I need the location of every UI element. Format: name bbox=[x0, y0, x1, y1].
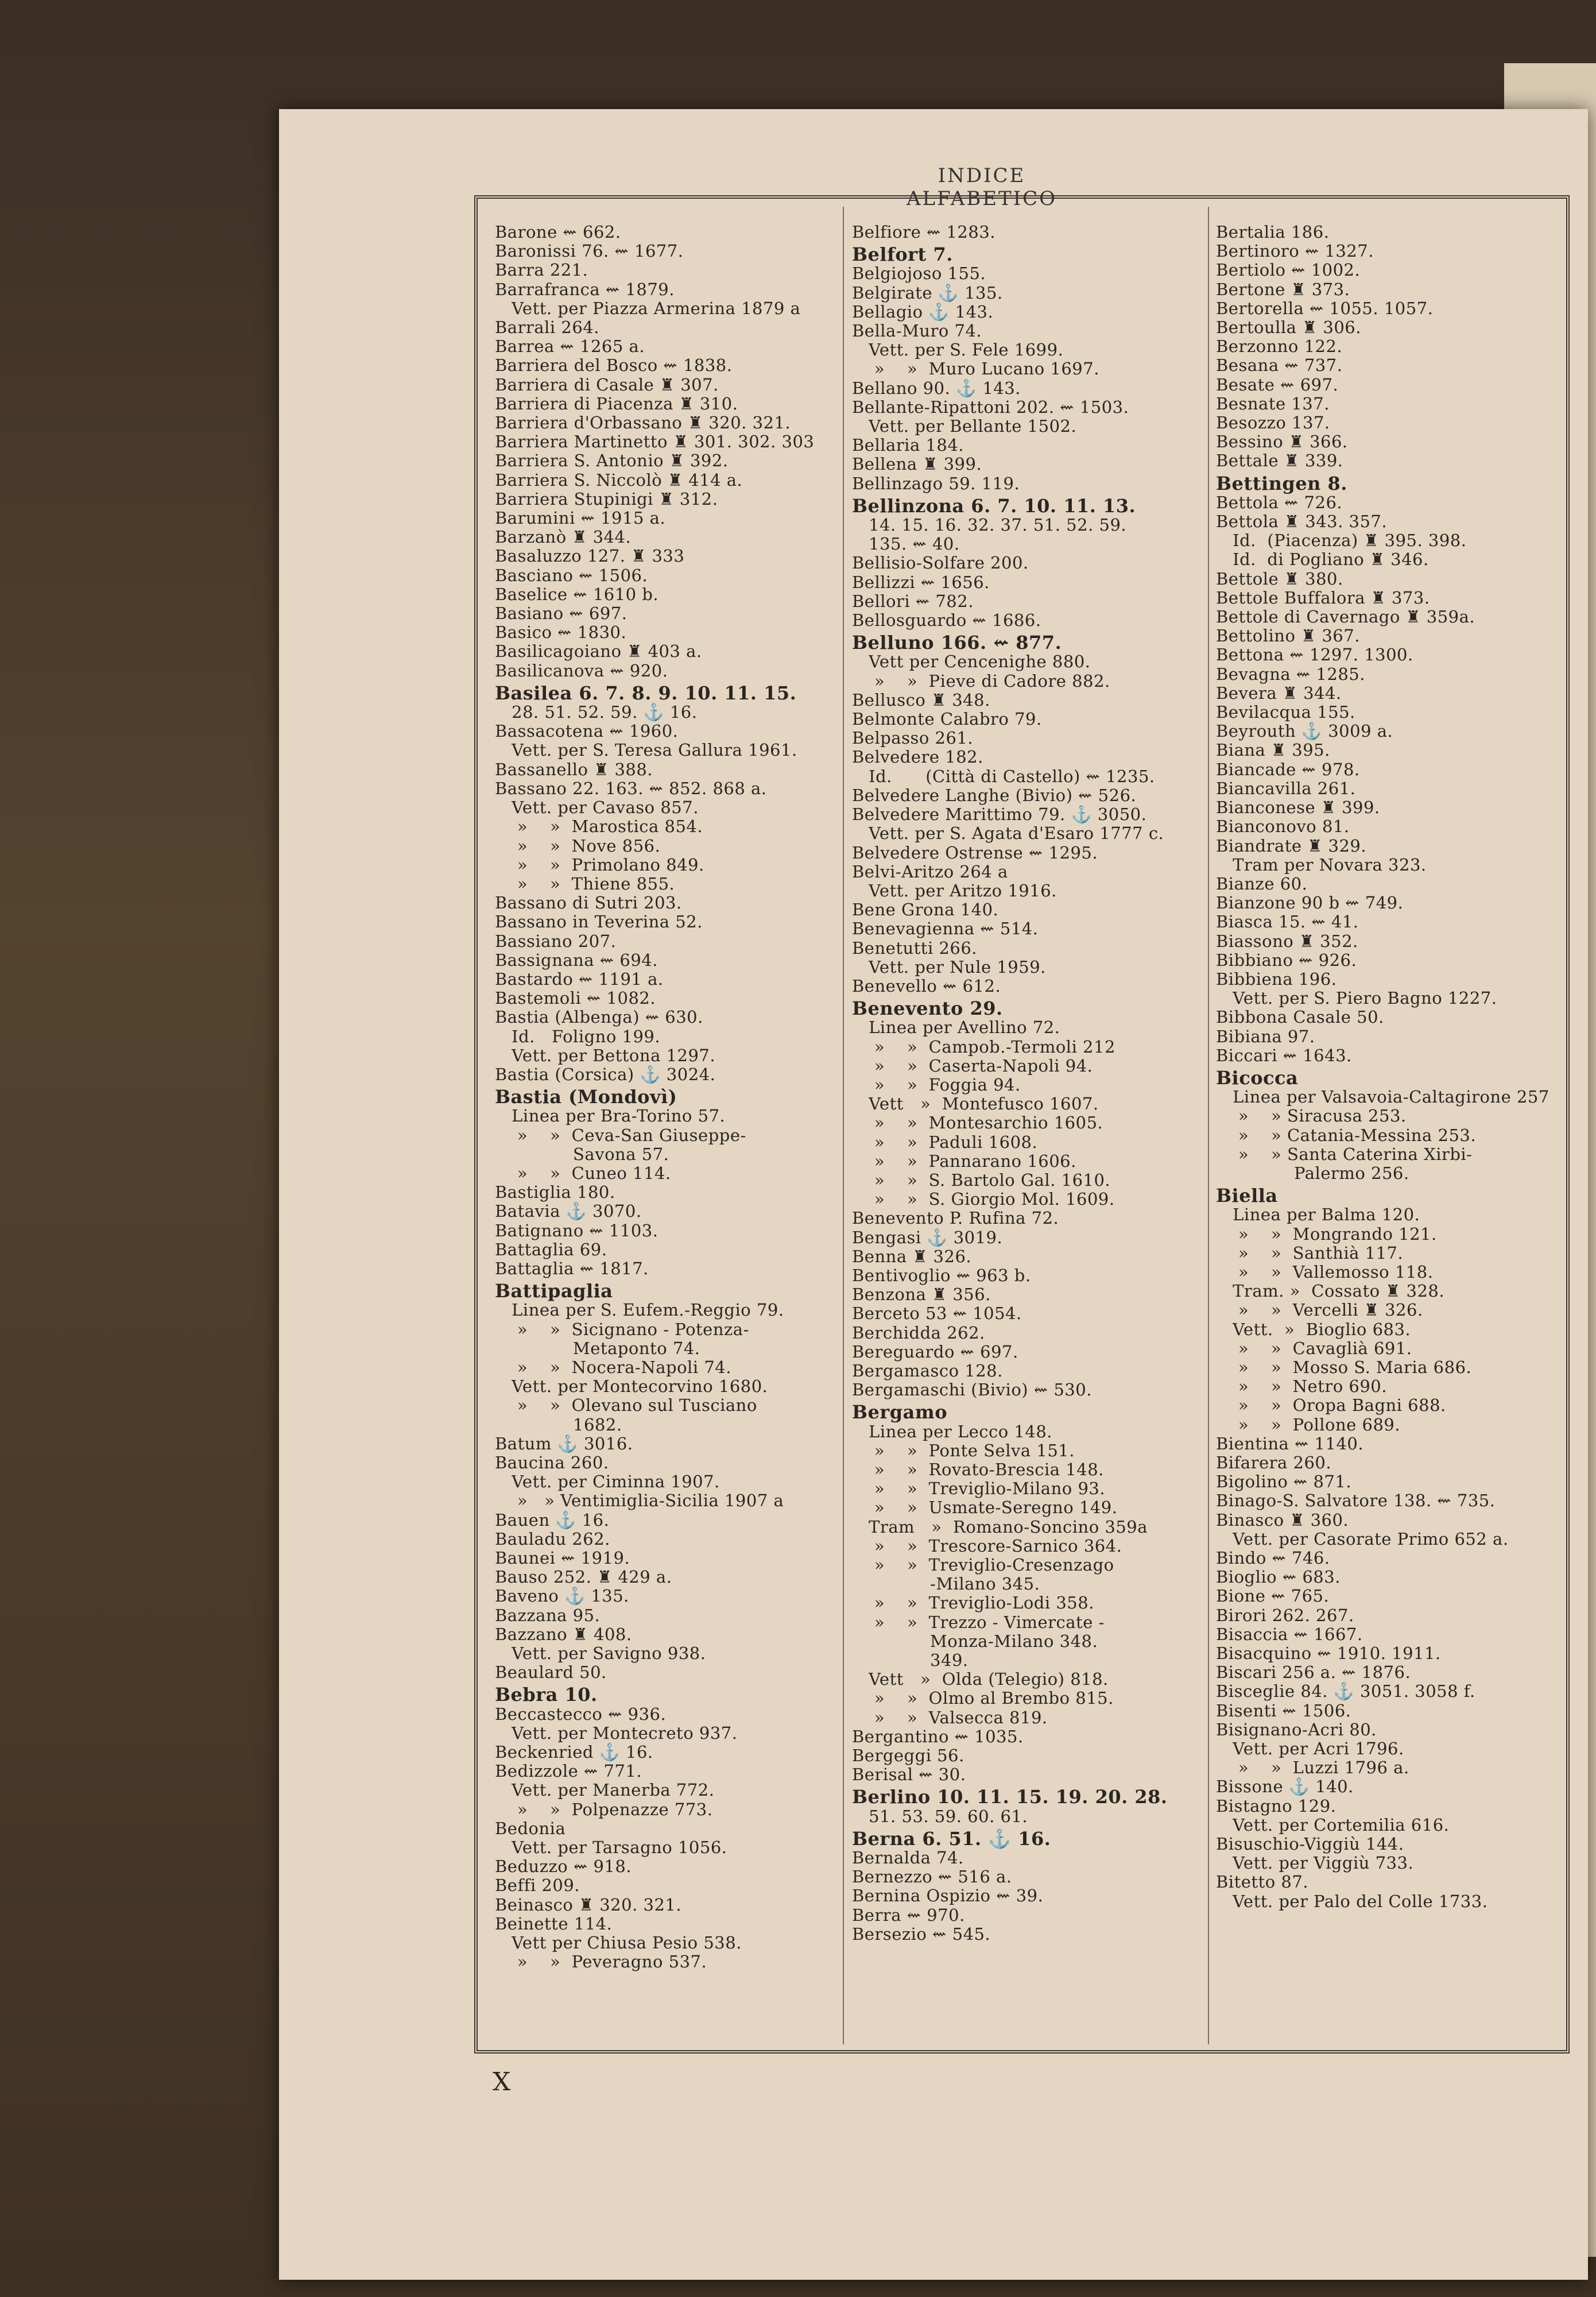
index-entry: -Milano 345. bbox=[852, 1574, 1040, 1594]
index-entry: » » Muro Lucano 1697. bbox=[852, 359, 1099, 379]
index-entry: Bibbona Casale 50. bbox=[1216, 1007, 1384, 1027]
index-entry: Bellusco ♜ 348. bbox=[852, 690, 990, 710]
index-entry: Baunei ⇜ 1919. bbox=[495, 1548, 630, 1568]
index-entry: Bazzana 95. bbox=[495, 1605, 601, 1625]
index-entry: Bianze 60. bbox=[1216, 873, 1308, 894]
index-entry: Belvedere Marittimo 79. ⚓ 3050. bbox=[852, 805, 1147, 825]
index-entry: Bastia (Corsica) ⚓ 3024. bbox=[495, 1064, 716, 1084]
index-entry: Binago-S. Salvatore 138. ⇜ 735. bbox=[1216, 1491, 1496, 1511]
index-entry: Binasco ♜ 360. bbox=[1216, 1510, 1349, 1530]
index-entry: Biasca 15. ⇜ 41. bbox=[1216, 912, 1359, 932]
index-entry: Barumini ⇜ 1915 a. bbox=[495, 508, 666, 528]
column-rule bbox=[843, 207, 844, 2044]
index-entry: Bassano di Sutri 203. bbox=[495, 893, 682, 913]
index-entry: Bedonia bbox=[495, 1818, 566, 1838]
running-head: INDICE ALFABETICO bbox=[906, 164, 1057, 210]
index-entry: Vett. per Montecorvino 1680. bbox=[495, 1376, 768, 1397]
index-entry: Bioglio ⇜ 683. bbox=[1216, 1567, 1341, 1587]
index-entry: Bicocca bbox=[1216, 1066, 1299, 1089]
index-entry: » » S. Giorgio Mol. 1609. bbox=[852, 1189, 1115, 1209]
index-entry: Bisenti ⇜ 1506. bbox=[1216, 1700, 1351, 1720]
index-entry: Berna 6. 51. ⚓ 16. bbox=[852, 1827, 1051, 1850]
index-entry: Bellinzona 6. 7. 10. 11. 13. bbox=[852, 494, 1136, 517]
index-entry: Bertoulla ♜ 306. bbox=[1216, 318, 1361, 338]
index-entry: Benevento 29. bbox=[852, 997, 1003, 1020]
index-entry: » » Trezzo - Vimercate - bbox=[852, 1612, 1105, 1632]
index-entry: Bassiano 207. bbox=[495, 931, 617, 951]
index-entry: Belluno 166. ⇜ 877. bbox=[852, 632, 1062, 654]
index-entry: Belvedere Ostrense ⇜ 1295. bbox=[852, 842, 1098, 863]
index-entry: » » Vallemosso 118. bbox=[1216, 1262, 1434, 1282]
index-entry: Beyrouth ⚓ 3009 a. bbox=[1216, 721, 1393, 741]
index-entry: Benetutti 266. bbox=[852, 938, 978, 958]
index-entry: » » Foggia 94. bbox=[852, 1074, 1021, 1095]
index-entry: Belfort 7. bbox=[852, 243, 953, 266]
index-entry: Barrea ⇜ 1265 a. bbox=[495, 337, 645, 357]
index-entry: Bibbiano ⇜ 926. bbox=[1216, 950, 1357, 970]
index-entry: Beckenried ⚓ 16. bbox=[495, 1742, 653, 1762]
index-entry: » » Olmo al Brembo 815. bbox=[852, 1688, 1114, 1708]
index-entry: » » Pieve di Cadore 882. bbox=[852, 671, 1110, 691]
index-entry: Beinette 114. bbox=[495, 1913, 613, 1933]
index-entry: Bistagno 129. bbox=[1216, 1796, 1337, 1816]
index-entry: Linea per Valsavoia-Caltagirone 257 bbox=[1216, 1087, 1549, 1107]
index-entry: Vett. per Aritzo 1916. bbox=[852, 880, 1057, 900]
index-entry: Barrafranca ⇜ 1879. bbox=[495, 279, 675, 299]
index-entry: Bergantino ⇜ 1035. bbox=[852, 1726, 1024, 1746]
index-entry: 135. ⇜ 40. bbox=[852, 534, 960, 554]
index-entry: Tram » Romano-Soncino 359a bbox=[852, 1517, 1148, 1537]
index-entry: » » Thiene 855. bbox=[495, 873, 675, 894]
index-entry: Bellisio-Solfare 200. bbox=[852, 553, 1029, 573]
index-column-2 bbox=[852, 223, 1201, 2043]
index-entry: Belvi-Aritzo 264 a bbox=[852, 861, 1008, 881]
index-entry: Berra ⇜ 970. bbox=[852, 1905, 965, 1925]
index-entry: Bettola ♜ 343. 357. bbox=[1216, 512, 1388, 532]
index-entry: Benevagienna ⇜ 514. bbox=[852, 919, 1039, 939]
index-entry: Vett. per Cavaso 857. bbox=[495, 798, 699, 818]
index-entry: Bisceglie 84. ⚓ 3051. 3058 f. bbox=[1216, 1681, 1475, 1702]
index-entry: Bassano 22. 163. ⇜ 852. 868 a. bbox=[495, 778, 767, 798]
index-entry: » » Luzzi 1796 a. bbox=[1216, 1758, 1409, 1778]
index-entry: Bassacotena ⇜ 1960. bbox=[495, 721, 679, 741]
index-entry: Bergamaschi (Bivio) ⇜ 530. bbox=[852, 1380, 1092, 1400]
index-entry: Vett per Chiusa Pesio 538. bbox=[495, 1933, 742, 1953]
index-entry: Bettona ⇜ 1297. 1300. bbox=[1216, 645, 1413, 665]
index-entry: Bione ⇜ 765. bbox=[1216, 1586, 1330, 1606]
index-entry: Vett. per Bettona 1297. bbox=[495, 1045, 716, 1065]
index-entry: » » Primolano 849. bbox=[495, 854, 704, 875]
index-entry: Bigolino ⇜ 871. bbox=[1216, 1472, 1352, 1492]
index-entry: Bellizzi ⇜ 1656. bbox=[852, 572, 990, 592]
index-entry: Biandrate ♜ 329. bbox=[1216, 836, 1367, 856]
index-entry: Vett. per Savigno 938. bbox=[495, 1644, 706, 1664]
index-entry: Biancade ⇜ 978. bbox=[1216, 759, 1360, 779]
index-entry: Berlino 10. 11. 15. 19. 20. 28. bbox=[852, 1786, 1168, 1808]
index-entry: » » Ceva-San Giuseppe- bbox=[495, 1125, 746, 1145]
index-entry: Vett. per S. Piero Bagno 1227. bbox=[1216, 988, 1497, 1008]
index-entry: » » Treviglio-Milano 93. bbox=[852, 1479, 1106, 1499]
index-entry: Biccari ⇜ 1643. bbox=[1216, 1045, 1352, 1065]
index-entry: Vett. per Ciminna 1907. bbox=[495, 1472, 720, 1492]
index-entry: Vett. per S. Teresa Gallura 1961. bbox=[495, 740, 797, 760]
index-entry: » » Santa Caterina Xirbi- bbox=[1216, 1144, 1473, 1164]
index-entry: » » Vercelli ♜ 326. bbox=[1216, 1300, 1423, 1320]
index-entry: Basico ⇜ 1830. bbox=[495, 622, 627, 643]
index-entry: Bifarera 260. bbox=[1216, 1453, 1332, 1472]
index-entry: Bedizzole ⇜ 771. bbox=[495, 1761, 642, 1781]
index-entry: Biella bbox=[1216, 1185, 1278, 1207]
index-entry: Bebra 10. bbox=[495, 1684, 598, 1706]
index-entry: Bettolino ♜ 367. bbox=[1216, 626, 1360, 646]
index-entry: Bitetto 87. bbox=[1216, 1872, 1309, 1892]
index-entry: Bisuschio-Viggiù 144. bbox=[1216, 1834, 1404, 1854]
index-entry: Bevilacqua 155. bbox=[1216, 702, 1355, 722]
index-entry: Bertinoro ⇜ 1327. bbox=[1216, 241, 1374, 261]
index-entry: Basilea 6. 7. 8. 9. 10. 11. 15. bbox=[495, 682, 797, 704]
index-entry: Barra 221. bbox=[495, 260, 588, 280]
index-entry: Bissone ⚓ 140. bbox=[1216, 1777, 1354, 1797]
index-entry: Bernina Ospizio ⇜ 39. bbox=[852, 1886, 1044, 1906]
index-entry: Basaluzzo 127. ♜ 333 bbox=[495, 546, 685, 566]
index-entry: Bersezio ⇜ 545. bbox=[852, 1924, 991, 1944]
index-entry: Bettola ⇜ 726. bbox=[1216, 492, 1343, 512]
index-entry: Biassono ♜ 352. bbox=[1216, 931, 1358, 951]
index-entry: Bettole ♜ 380. bbox=[1216, 569, 1343, 589]
index-entry: Bevera ♜ 344. bbox=[1216, 683, 1342, 703]
index-entry: Belgiojoso 155. bbox=[852, 264, 986, 284]
index-entry: » » Nocera-Napoli 74. bbox=[495, 1357, 731, 1377]
index-entry: » » Montesarchio 1605. bbox=[852, 1113, 1103, 1133]
index-entry: Basciano ⇜ 1506. bbox=[495, 565, 648, 585]
index-entry: Bellaria 184. bbox=[852, 435, 964, 455]
index-entry: Bisaccia ⇜ 1667. bbox=[1216, 1624, 1363, 1644]
index-entry: Biana ♜ 395. bbox=[1216, 740, 1330, 760]
column-rule bbox=[1208, 207, 1209, 2044]
index-entry: Vett » Montefusco 1607. bbox=[852, 1094, 1099, 1114]
index-entry: Baucina 260. bbox=[495, 1453, 609, 1472]
index-entry: Linea per Avellino 72. bbox=[852, 1018, 1060, 1038]
index-entry: Bindo ⇜ 746. bbox=[1216, 1548, 1330, 1568]
index-entry: Bisignano-Acri 80. bbox=[1216, 1719, 1377, 1739]
index-entry: Benzona ♜ 356. bbox=[852, 1285, 991, 1305]
index-entry: Vett. per Nule 1959. bbox=[852, 957, 1046, 977]
index-entry: » » Sicignano - Potenza- bbox=[495, 1319, 749, 1339]
index-entry: Vett. per Palo del Colle 1733. bbox=[1216, 1891, 1488, 1911]
index-entry: Vett » Olda (Telegio) 818. bbox=[852, 1669, 1109, 1689]
index-entry: » » Paduli 1608. bbox=[852, 1132, 1038, 1152]
index-entry: Beccastecco ⇜ 936. bbox=[495, 1704, 667, 1724]
index-entry: » » Campob.-Termoli 212 bbox=[852, 1037, 1115, 1057]
index-entry: Bianzone 90 b ⇜ 749. bbox=[1216, 893, 1404, 913]
index-entry: Bastardo ⇜ 1191 a. bbox=[495, 969, 664, 989]
index-entry: Bernezzo ⇜ 516 a. bbox=[852, 1867, 1012, 1887]
index-entry: Beduzzo ⇜ 918. bbox=[495, 1857, 632, 1877]
index-entry: » » Trescore-Sarnico 364. bbox=[852, 1536, 1122, 1556]
index-entry: Monza-Milano 348. bbox=[852, 1631, 1098, 1651]
index-entry: Bastiglia 180. bbox=[495, 1182, 615, 1202]
index-entry: » » Ponte Selva 151. bbox=[852, 1440, 1075, 1460]
index-entry: Tram per Novara 323. bbox=[1216, 854, 1427, 875]
index-entry: Id. di Pogliano ♜ 346. bbox=[1216, 550, 1429, 570]
index-entry: » » Siracusa 253. bbox=[1216, 1106, 1407, 1126]
index-entry: Bazzano ♜ 408. bbox=[495, 1624, 632, 1644]
index-entry: Id. (Città di Castello) ⇜ 1235. bbox=[852, 766, 1155, 786]
index-entry: Bertorella ⇜ 1055. 1057. bbox=[1216, 298, 1434, 318]
index-entry: Bellosguardo ⇜ 1686. bbox=[852, 610, 1041, 631]
index-entry: » » S. Bartolo Gal. 1610. bbox=[852, 1170, 1111, 1190]
index-entry: Linea per Lecco 148. bbox=[852, 1421, 1052, 1441]
index-entry: Barriera S. Niccolò ♜ 414 a. bbox=[495, 470, 743, 490]
index-entry: » » Rovato-Brescia 148. bbox=[852, 1460, 1104, 1479]
index-entry: » » Cavaglià 691. bbox=[1216, 1338, 1412, 1358]
index-entry: Bentivoglio ⇜ 963 b. bbox=[852, 1265, 1031, 1285]
index-entry: Bertalia 186. bbox=[1216, 223, 1330, 242]
index-entry: Bevagna ⇜ 1285. bbox=[1216, 664, 1365, 684]
index-entry: Bellena ♜ 399. bbox=[852, 454, 982, 474]
index-entry: Baronissi 76. ⇜ 1677. bbox=[495, 241, 684, 261]
index-entry: Barriera S. Antonio ♜ 392. bbox=[495, 451, 729, 471]
index-entry: » » Nove 856. bbox=[495, 836, 661, 856]
index-entry: Bastia (Mondovì) bbox=[495, 1086, 677, 1108]
index-entry: 349. bbox=[852, 1650, 969, 1670]
index-entry: Bergamo bbox=[852, 1401, 948, 1424]
index-entry: Bergamasco 128. bbox=[852, 1360, 1003, 1380]
index-entry: Bernalda 74. bbox=[852, 1848, 964, 1868]
index-entry: Bessino ♜ 366. bbox=[1216, 432, 1348, 452]
index-entry: Biancavilla 261. bbox=[1216, 778, 1356, 798]
index-entry: 28. 51. 52. 59. ⚓ 16. bbox=[495, 702, 698, 722]
index-entry: Barriera di Piacenza ♜ 310. bbox=[495, 393, 738, 413]
index-entry: Bettole di Cavernago ♜ 359a. bbox=[1216, 607, 1475, 627]
index-entry: Belvedere 182. bbox=[852, 747, 983, 767]
index-entry: Bergeggi 56. bbox=[852, 1746, 964, 1766]
index-entry: » » Pannarano 1606. bbox=[852, 1151, 1076, 1171]
index-entry: Id. (Piacenza) ♜ 395. 398. bbox=[1216, 531, 1467, 551]
index-entry: » » Oropa Bagni 688. bbox=[1216, 1395, 1446, 1416]
index-entry: » » Valsecca 819. bbox=[852, 1707, 1048, 1727]
index-entry: Vett. per Acri 1796. bbox=[1216, 1739, 1404, 1759]
index-entry: » » Treviglio-Lodi 358. bbox=[852, 1593, 1094, 1613]
index-entry: Belfiore ⇜ 1283. bbox=[852, 223, 995, 242]
index-entry: Vett. per Piazza Armerina 1879 a bbox=[495, 298, 801, 318]
index-entry: Batavia ⚓ 3070. bbox=[495, 1201, 642, 1221]
index-entry: Besate ⇜ 697. bbox=[1216, 374, 1339, 395]
index-entry: Belvedere Langhe (Bivio) ⇜ 526. bbox=[852, 785, 1137, 805]
index-entry: 51. 53. 59. 60. 61. bbox=[852, 1806, 1028, 1826]
index-entry: Vett. per S. Agata d'Esaro 1777 c. bbox=[852, 823, 1164, 844]
index-entry: » » Mongrando 121. bbox=[1216, 1224, 1437, 1244]
index-entry: Bassignana ⇜ 694. bbox=[495, 950, 658, 970]
index-entry: Bellori ⇜ 782. bbox=[852, 591, 974, 611]
index-entry: Bianconovo 81. bbox=[1216, 817, 1350, 837]
page-number: X bbox=[493, 2067, 511, 2097]
index-entry: Id. Foligno 199. bbox=[495, 1026, 661, 1046]
index-entry: Bassanello ♜ 388. bbox=[495, 759, 653, 779]
index-entry: Vett. per Tarsagno 1056. bbox=[495, 1838, 727, 1858]
index-entry: » » Santhià 117. bbox=[1216, 1243, 1404, 1263]
index-entry: Berzonno 122. bbox=[1216, 337, 1343, 357]
index-entry: Bauen ⚓ 16. bbox=[495, 1510, 610, 1530]
index-entry: Bertiolo ⇜ 1002. bbox=[1216, 260, 1361, 280]
index-entry: Bettale ♜ 339. bbox=[1216, 451, 1343, 471]
index-entry: Savona 57. bbox=[495, 1144, 669, 1164]
index-entry: Barriera Stupinigi ♜ 312. bbox=[495, 489, 718, 509]
index-entry: Palermo 256. bbox=[1216, 1163, 1409, 1183]
index-entry: Birori 262. 267. bbox=[1216, 1605, 1354, 1625]
index-entry: Vett. per Bellante 1502. bbox=[852, 416, 1077, 436]
index-entry: Vett. per Montecreto 937. bbox=[495, 1723, 738, 1743]
index-entry: Bellano 90. ⚓ 143. bbox=[852, 378, 1021, 398]
index-entry: Berceto 53 ⇜ 1054. bbox=[852, 1304, 1022, 1324]
index-entry: » » Cuneo 114. bbox=[495, 1163, 671, 1183]
index-entry: Linea per S. Eufem.-Reggio 79. bbox=[495, 1300, 784, 1320]
index-entry: Barriera del Bosco ⇜ 1838. bbox=[495, 355, 733, 376]
index-entry: » » Usmate-Seregno 149. bbox=[852, 1498, 1118, 1518]
index-entry: Besozzo 137. bbox=[1216, 413, 1330, 433]
index-entry: Vett per Cencenighe 880. bbox=[852, 652, 1091, 672]
index-entry: 14. 15. 16. 32. 37. 51. 52. 59. bbox=[852, 515, 1127, 535]
index-entry: Bereguardo ⇜ 697. bbox=[852, 1341, 1018, 1362]
index-entry: Berchidda 262. bbox=[852, 1322, 985, 1343]
index-entry: Bellinzago 59. 119. bbox=[852, 473, 1020, 493]
index-entry: Bauladu 262. bbox=[495, 1529, 610, 1549]
index-entry: Bella-Muro 74. bbox=[852, 321, 982, 341]
index-entry: Bellante-Ripattoni 202. ⇜ 1503. bbox=[852, 397, 1129, 417]
index-entry: Linea per Balma 120. bbox=[1216, 1205, 1420, 1225]
index-entry: Bettole Buffalora ♜ 373. bbox=[1216, 587, 1430, 608]
index-entry: Benevello ⇜ 612. bbox=[852, 976, 1001, 996]
index-entry: Besnate 137. bbox=[1216, 393, 1330, 413]
index-entry: Vett. per Cortemilia 616. bbox=[1216, 1815, 1450, 1835]
index-entry: Barriera Martinetto ♜ 301. 302. 303 bbox=[495, 432, 815, 452]
index-entry: Barzanò ♜ 344. bbox=[495, 527, 632, 547]
index-entry: Belpasso 261. bbox=[852, 728, 974, 748]
index-entry: Battaglia 69. bbox=[495, 1239, 607, 1259]
index-entry: » » Olevano sul Tusciano bbox=[495, 1395, 757, 1416]
index-entry: Barone ⇜ 662. bbox=[495, 223, 621, 242]
index-entry: » » Netro 690. bbox=[1216, 1376, 1387, 1397]
index-entry: Barriera di Casale ♜ 307. bbox=[495, 374, 719, 395]
index-entry: Barrali 264. bbox=[495, 318, 599, 338]
index-entry: Benna ♜ 326. bbox=[852, 1246, 972, 1266]
index-entry: Bisacquino ⇜ 1910. 1911. bbox=[1216, 1644, 1441, 1664]
index-entry: Basiano ⇜ 697. bbox=[495, 604, 627, 624]
index-entry: Beffi 209. bbox=[495, 1876, 580, 1896]
index-entry: Bastemoli ⇜ 1082. bbox=[495, 988, 656, 1008]
index-entry: Basilicagoiano ♜ 403 a. bbox=[495, 641, 702, 662]
index-entry: Battipaglia bbox=[495, 1280, 613, 1302]
index-entry: Beaulard 50. bbox=[495, 1662, 607, 1683]
index-entry: Bauso 252. ♜ 429 a. bbox=[495, 1567, 672, 1587]
index-entry: Bettingen 8. bbox=[1216, 472, 1347, 494]
index-entry: Bassano in Teverina 52. bbox=[495, 912, 703, 932]
index-entry: » » Mosso S. Maria 686. bbox=[1216, 1357, 1472, 1377]
index-entry: » » Treviglio-Cresenzago bbox=[852, 1555, 1114, 1575]
index-entry: Bellagio ⚓ 143. bbox=[852, 301, 994, 322]
index-entry: Linea per Bra-Torino 57. bbox=[495, 1106, 726, 1126]
index-entry: Vett. per Viggiù 733. bbox=[1216, 1853, 1414, 1873]
index-entry: Tram. » Cossato ♜ 328. bbox=[1216, 1281, 1445, 1301]
index-entry: Benevento P. Rufina 72. bbox=[852, 1208, 1059, 1228]
index-entry: » » Caserta-Napoli 94. bbox=[852, 1055, 1093, 1076]
index-entry: » » Marostica 854. bbox=[495, 817, 703, 837]
index-entry: Bastia (Albenga) ⇜ 630. bbox=[495, 1007, 703, 1027]
index-entry: Biscari 256 a. ⇜ 1876. bbox=[1216, 1662, 1411, 1683]
index-entry: Bibiana 97. bbox=[1216, 1026, 1315, 1046]
index-entry: Baveno ⚓ 135. bbox=[495, 1586, 629, 1606]
index-entry: Bene Grona 140. bbox=[852, 900, 999, 920]
index-entry: Berisal ⇜ 30. bbox=[852, 1765, 966, 1785]
index-column-1 bbox=[495, 223, 835, 2043]
index-entry: Belmonte Calabro 79. bbox=[852, 709, 1042, 729]
index-entry: Belgirate ⚓ 135. bbox=[852, 283, 1003, 303]
index-entry: » » Catania-Messina 253. bbox=[1216, 1125, 1477, 1145]
index-entry: Metaponto 74. bbox=[495, 1338, 700, 1358]
index-entry: Bientina ⇜ 1140. bbox=[1216, 1433, 1364, 1453]
index-entry: Batum ⚓ 3016. bbox=[495, 1433, 633, 1453]
index-entry: » » Pollone 689. bbox=[1216, 1414, 1401, 1434]
index-column-3 bbox=[1216, 223, 1560, 2043]
index-entry: Bianconese ♜ 399. bbox=[1216, 798, 1380, 818]
index-entry: Basilicanova ⇜ 920. bbox=[495, 660, 668, 680]
index-entry: Bertone ♜ 373. bbox=[1216, 279, 1350, 299]
index-entry: » » Ventimiglia-Sicilia 1907 a bbox=[495, 1491, 784, 1511]
index-entry: 1682. bbox=[495, 1414, 622, 1434]
index-entry: Vett. per S. Fele 1699. bbox=[852, 340, 1064, 360]
index-entry: Bibbiena 196. bbox=[1216, 969, 1337, 989]
index-entry: Vett. per Casorate Primo 652 a. bbox=[1216, 1529, 1509, 1549]
index-entry: Battaglia ⇜ 1817. bbox=[495, 1258, 649, 1278]
index-entry: » » Polpenazze 773. bbox=[495, 1799, 713, 1819]
index-entry: Barriera d'Orbassano ♜ 320. 321. bbox=[495, 413, 791, 433]
index-entry: Bengasi ⚓ 3019. bbox=[852, 1227, 1003, 1247]
index-entry: Besana ⇜ 737. bbox=[1216, 355, 1343, 376]
index-entry: » » Peveragno 537. bbox=[495, 1952, 707, 1972]
index-entry: Vett. » Bioglio 683. bbox=[1216, 1319, 1411, 1339]
index-entry: Baselice ⇜ 1610 b. bbox=[495, 584, 659, 604]
index-entry: Beinasco ♜ 320. 321. bbox=[495, 1894, 682, 1915]
index-entry: Vett. per Manerba 772. bbox=[495, 1780, 715, 1800]
index-entry: Batignano ⇜ 1103. bbox=[495, 1220, 658, 1240]
